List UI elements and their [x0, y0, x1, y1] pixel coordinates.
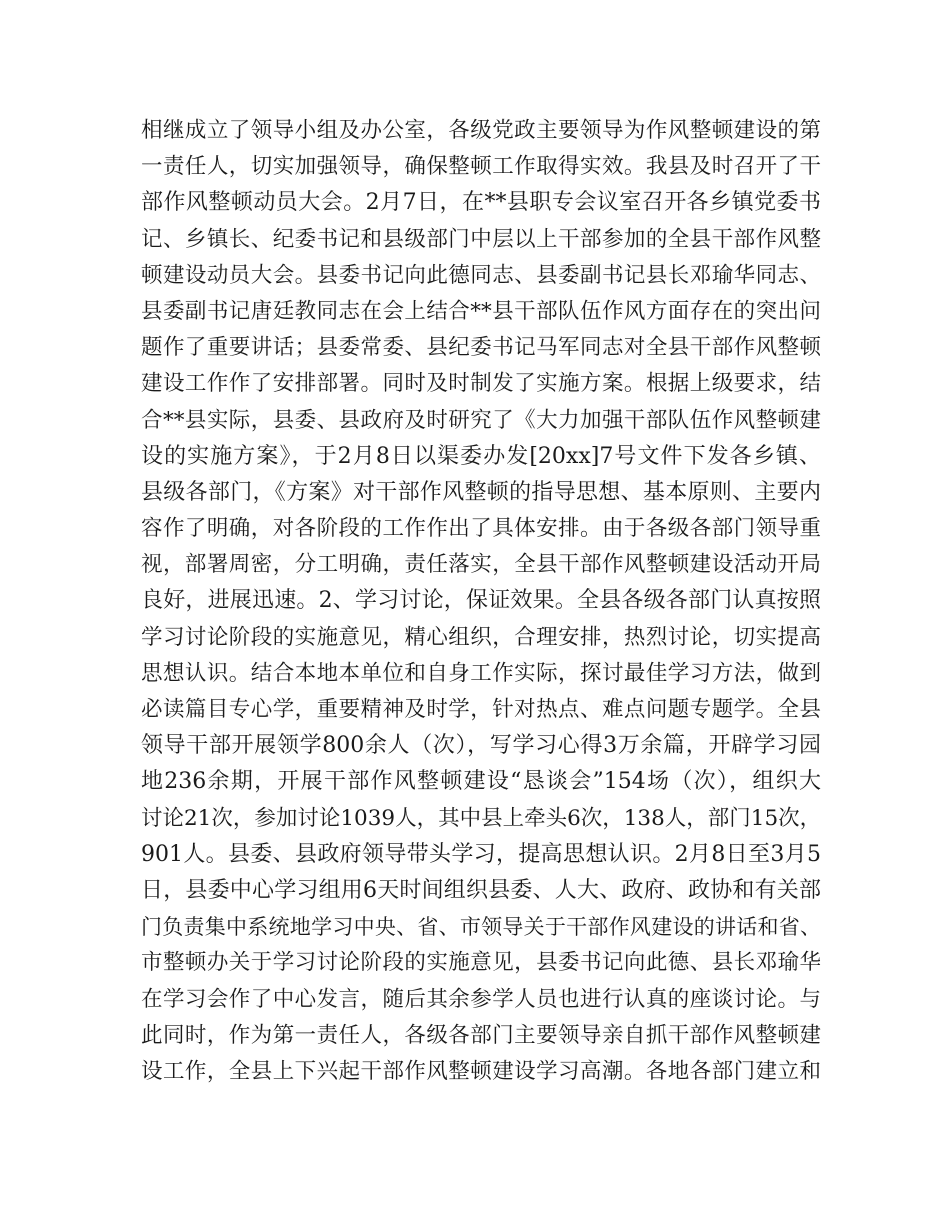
text-line: 讨论21次，参加讨论1039人，其中县上牵头6次，138人，部门15次， [141, 805, 822, 831]
text-line: 设工作，全县上下兴起干部作风整顿建设学习高潮。各地各部门建立和 [141, 1058, 821, 1084]
text-line: 相继成立了领导小组及办公室，各级党政主要领导为作风整顿建设的第 [141, 118, 821, 143]
text-line: 在学习会作了中心发言，随后其余参学人员也进行认真的座谈讨论。与 [141, 986, 821, 1012]
text-line: 901人。县委、县政府领导带头学习，提高思想认识。2月8日至3月5 [141, 841, 821, 867]
text-line: 顿建设动员大会。县委书记向此德同志、县委副书记县长邓瑜华同志、 [141, 262, 821, 288]
text-line: 视，部署周密，分工明确，责任落实，全县干部作风整顿建设活动开局 [141, 552, 821, 578]
text-line: 记、乡镇长、纪委书记和县级部门中层以上干部参加的全县干部作风整 [141, 226, 821, 252]
text-line: 设的实施方案》，于2月8日以渠委办发[20xx]7号文件下发各乡镇、 [141, 443, 821, 469]
text-line: 容作了明确，对各阶段的工作作出了具体安排。由于各级各部门领导重 [141, 516, 821, 542]
text-line: 市整顿办关于学习讨论阶段的实施意见，县委书记向此德、县长邓瑜华 [141, 950, 821, 976]
text-line: 合**县实际，县委、县政府及时研究了《大力加强干部队伍作风整顿建 [141, 407, 821, 433]
body-text [141, 113, 821, 1090]
text-line: 门负责集中系统地学习中央、省、市领导关于干部作风建设的讲话和省、 [141, 915, 821, 940]
text-line: 此同时，作为第一责任人，各级各部门主要领导亲自抓干部作风整顿建 [141, 1022, 821, 1048]
text-line: 良好，进展迅速。2、学习讨论，保证效果。全县各级各部门认真按照 [141, 588, 821, 614]
text-line: 一责任人，切实加强领导，确保整顿工作取得实效。我县及时召开了干 [141, 154, 821, 180]
text-line: 题作了重要讲话；县委常委、县纪委书记马军同志对全县干部作风整顿 [141, 335, 821, 361]
text-line: 学习讨论阶段的实施意见，精心组织，合理安排，热烈讨论，切实提高 [141, 624, 821, 650]
text-line: 县级各部门，《方案》对干部作风整顿的指导思想、基本原则、主要内 [141, 479, 821, 505]
text-line: 日，县委中心学习组用6天时间组织县委、人大、政府、政协和有关部 [141, 877, 821, 903]
text-line: 地236余期，开展干部作风整顿建设“恳谈会”154场（次），组织大 [141, 769, 821, 795]
text-line: 部作风整顿动员大会。2月7日，在**县职专会议室召开各乡镇党委书 [141, 190, 821, 216]
text-line: 领导干部开展领学800余人（次），写学习心得3万余篇，开辟学习园 [141, 733, 821, 759]
text-line: 必读篇目专心学，重要精神及时学，针对热点、难点问题专题学。全县 [141, 697, 821, 722]
text-line: 建设工作作了安排部署。同时及时制发了实施方案。根据上级要求，结 [141, 371, 821, 397]
text-line: 县委副书记唐廷教同志在会上结合**县干部队伍作风方面存在的突出问 [141, 298, 821, 324]
text-line: 思想认识。结合本地本单位和自身工作实际，探讨最佳学习方法，做到 [141, 660, 821, 686]
